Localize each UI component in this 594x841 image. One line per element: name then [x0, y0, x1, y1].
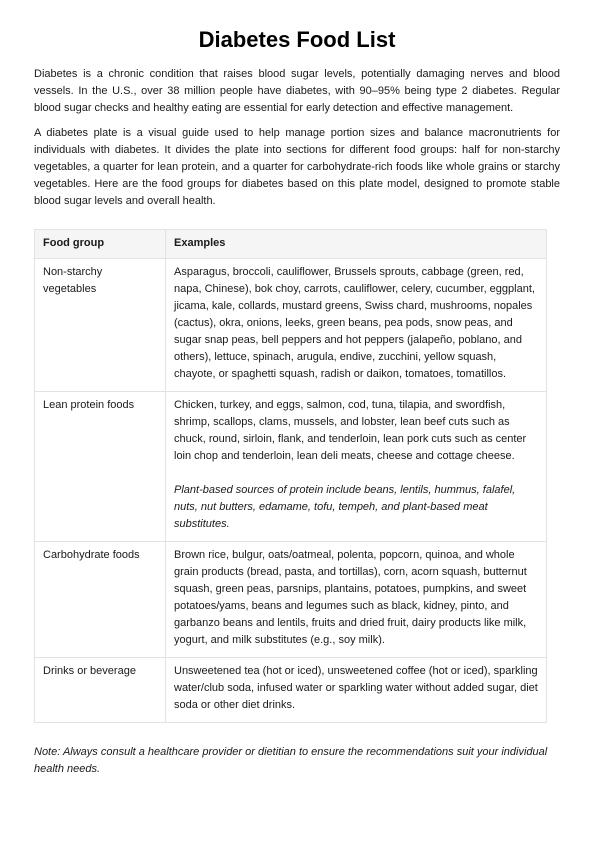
table-header-row	[35, 230, 547, 259]
examples-text: Chicken, turkey, and eggs, salmon, cod, tuna, tilapia, and swordfish, shrimp, scallops, clams, mussels, and lobster, lean beef cuts such as chuck, round, sirloin, flank, and tenderloin, lean pork cuts such as center loin chop and tenderloin, lean deli meats, cheese and cottage cheese.	[174, 399, 527, 462]
food-group-table	[34, 229, 547, 723]
examples-cell: Asparagus, broccoli, cauliflower, Brussels sprouts, cabbage (green, red, napa, Chinese), bok choy, carrots, cauliflower, celery, cucumber, eggplant, jicama, kale, collards, mustard greens, Swiss chard, mushrooms, nopales (cactus), okra, onions, leeks, green beans, pea pods, snow peas, and sugar snap peas, bell peppers and hot peppers (jalapeño, poblano, and others), lettuce, spinach, arugula, endive, zucchini, yellow squash, chayote, or spaghetti squash, radish or daikon, tomatoes, tomatillos.	[166, 259, 547, 392]
header-examples: Examples	[166, 230, 547, 259]
page-title: Diabetes Food List	[198, 27, 396, 52]
intro-paragraph-1: Diabetes is a chronic condition that raises blood sugar levels, potentially damaging nerves and blood vessels. In the U.S., over 38 million people have diabetes, with 90–95% being type 2 diabetes. Regular blood sugar checks and healthy eating are essential for early detection and effective management.	[34, 68, 560, 114]
food-group-cell: Carbohydrate foods	[35, 542, 166, 658]
table-row	[35, 259, 547, 392]
table-row	[35, 392, 547, 542]
food-group-cell: Drinks or beverage	[35, 658, 166, 723]
header-food-group: Food group	[35, 230, 166, 259]
food-group-cell: Non-starchy vegetables	[35, 259, 166, 392]
food-group-cell: Lean protein foods	[35, 392, 166, 542]
examples-cell	[166, 392, 547, 542]
examples-cell: Brown rice, bulgur, oats/oatmeal, polenta, popcorn, quinoa, and whole grain products (bread, pasta, and tortillas), corn, acorn squash, butternut squash, green peas, parsnips, plantains, potatoes, pumpkins, and sweet potatoes/yams, beans and legumes such as black, kidney, pinto, and garbanzo beans and lentils, fruits and dried fruit, dairy products like milk, yogurt, and milk substitutes (e.g., soy milk).	[166, 542, 547, 658]
examples-cell: Unsweetened tea (hot or iced), unsweetened coffee (hot or iced), sparkling water/club soda, infused water or sparkling water without added sugar, diet soda or other diet drinks.	[166, 658, 547, 723]
table-row	[35, 658, 547, 723]
disclaimer-note: Note: Always consult a healthcare provider or dietitian to ensure the recommendations suit your individual health needs.	[34, 746, 548, 775]
table-row	[35, 542, 547, 658]
document-page	[34, 26, 560, 778]
plant-protein-note: Plant-based sources of protein include beans, lentils, hummus, falafel, nuts, nut butters, edamame, tofu, tempeh, and plant-based meat substitutes.	[174, 484, 516, 530]
intro-paragraph-2: A diabetes plate is a visual guide used to help manage portion sizes and balance macronutrients for individuals with diabetes. It divides the plate into sections for different food groups: half for non-starchy vegetables, a quarter for lean protein, and a quarter for carbohydrate-rich foods like whole grains or starchy vegetables. Here are the food groups for diabetes based on this plate model, designed to promote stable blood sugar levels and overall health.	[34, 127, 560, 207]
